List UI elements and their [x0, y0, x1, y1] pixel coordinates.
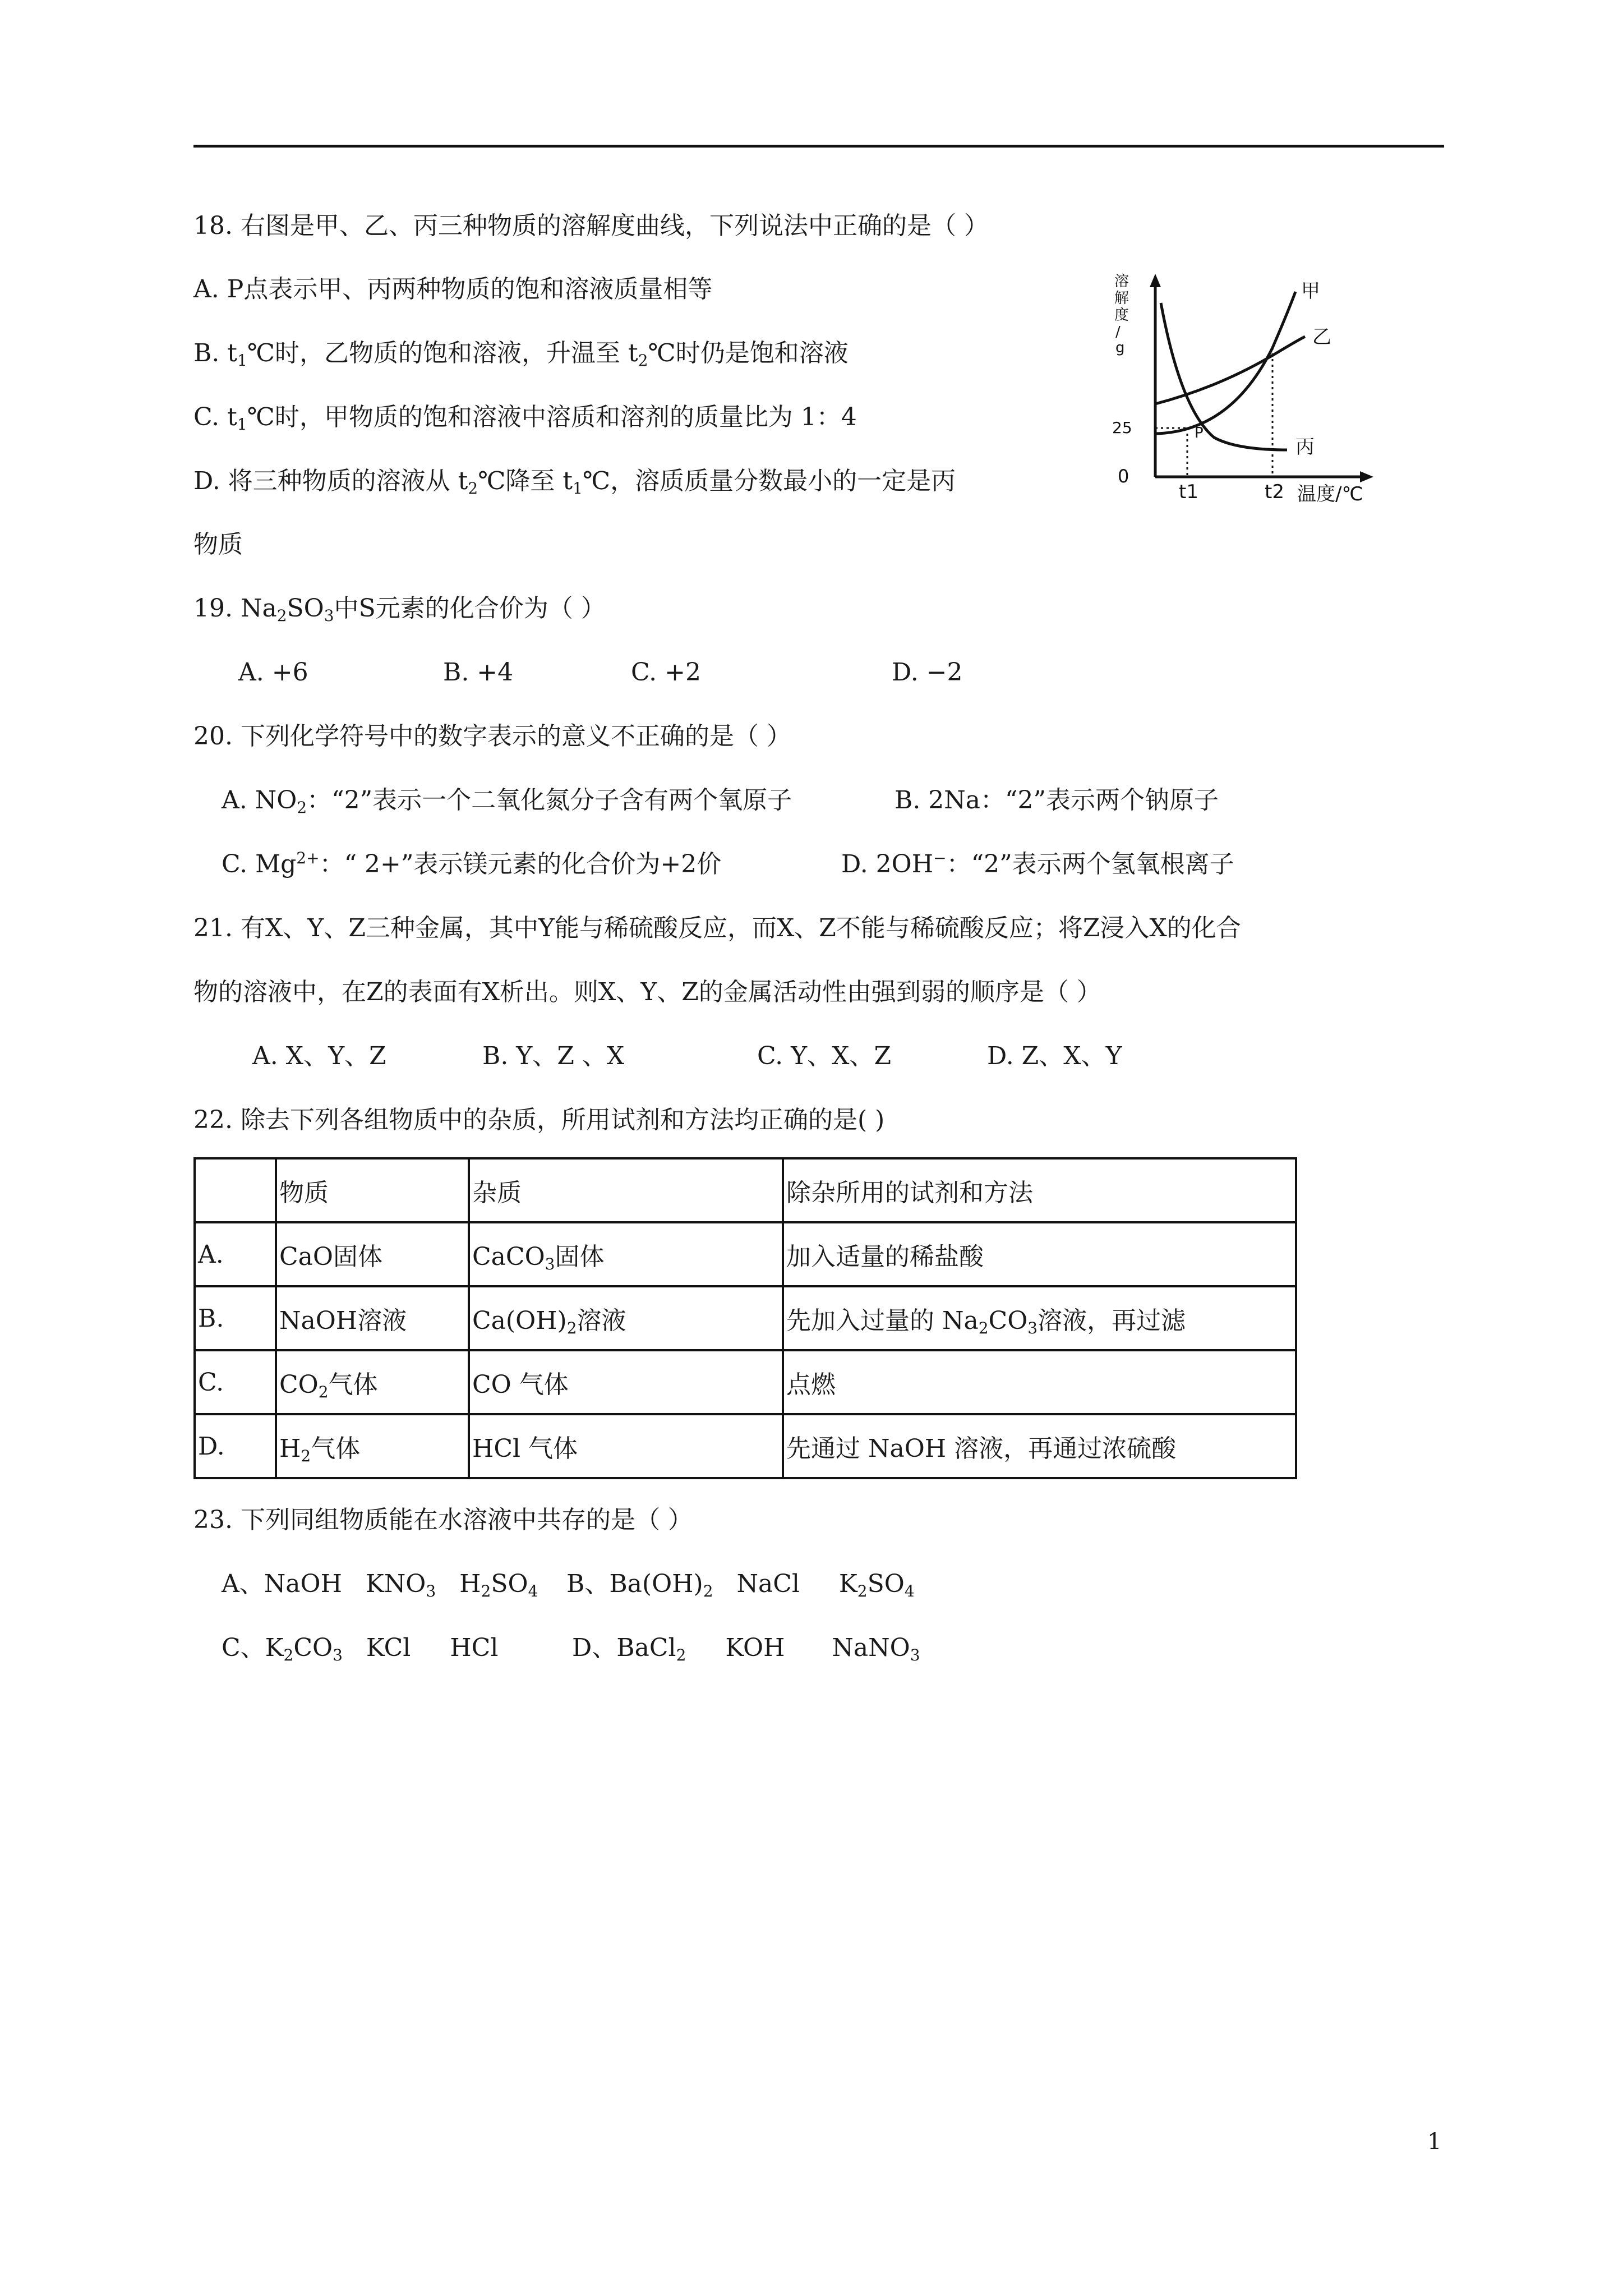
x-axis-arrow — [1360, 471, 1373, 482]
series-curve-jia — [1155, 292, 1295, 434]
table-cell-option: B. — [195, 1286, 276, 1350]
table-cell-impurity: CO 气体 — [469, 1350, 783, 1414]
table-header-row — [195, 1158, 1296, 1222]
y-label-char-4: / — [1115, 324, 1121, 341]
x-tick-t1: t1 — [1179, 481, 1198, 503]
table-row — [195, 1350, 1296, 1414]
q18-option-a: A. P点表示甲、丙两种物质的饱和溶液质量相等 — [193, 275, 713, 303]
table-cell-substance: NaOH溶液 — [276, 1286, 469, 1350]
q18-option-b: B. $t_1℃$时，乙物质的饱和溶液，升温至 $t_2℃$时仍是饱和溶液 — [193, 339, 849, 370]
table-cell-impurity: CaCO$_3$固体 — [469, 1222, 783, 1286]
q21-option-c: C. Y、X、Z — [757, 1042, 892, 1070]
header-rule — [193, 145, 1444, 148]
q18-option-c: C. $t_1℃$时，甲物质的饱和溶液中溶质和溶剂的质量比为 1：4 — [193, 403, 857, 434]
series-label-yi: 乙 — [1312, 326, 1331, 348]
q18-option-d: D. 将三种物质的溶液从 $t_2℃$降至 $t_1℃$，溶质质量分数最小的一定是丙 — [193, 467, 956, 498]
q20-option-d: D. 2OH−：“2”表示两个氢氧根离子 — [841, 849, 1234, 878]
table-header-cell: 除杂所用的试剂和方法 — [783, 1158, 1296, 1222]
table-cell-option: A. — [195, 1222, 276, 1286]
q21-option-b: B. Y、Z 、X — [482, 1042, 625, 1070]
y-label-char-2: 解 — [1114, 290, 1129, 307]
q23-option-c: C、$K_2CO_3$ KCl HCl — [222, 1634, 499, 1664]
table-cell-option: D. — [195, 1414, 276, 1478]
q23-option-a: A、NaOH $KNO_3$ $H_2SO_4$ — [222, 1570, 538, 1600]
q18-stem: 18. 右图是甲、乙、丙三种物质的溶解度曲线，下列说法中正确的是（ ） — [193, 211, 989, 240]
table-cell-substance: CaO固体 — [276, 1222, 469, 1286]
q20-stem: 20. 下列化学符号中的数字表示的意义不正确的是（ ） — [193, 722, 791, 751]
solubility-curve-chart — [1102, 269, 1416, 516]
table-cell-method: 先加入过量的 $Na_2CO_3$溶液，再过滤 — [783, 1286, 1296, 1350]
q23-option-d: D、BaCl$_2$ KOH NaNO$_3$ — [572, 1634, 920, 1664]
q19-option-d: D. −2 — [892, 658, 963, 687]
table-row — [195, 1414, 1296, 1478]
table-cell-method: 点燃 — [783, 1350, 1296, 1414]
table-row — [195, 1222, 1296, 1286]
table-header-cell: 物质 — [276, 1158, 469, 1222]
q22-stem: 22. 除去下列各组物质中的杂质，所用试剂和方法均正确的是( ) — [193, 1106, 885, 1134]
q22-table — [193, 1157, 1297, 1479]
q20-option-a: A. $NO_2$：“2”表示一个二氧化氮分子含有两个氧原子 — [222, 786, 792, 817]
page-number: 1 — [1427, 2129, 1442, 2155]
q19-option-b: B. +4 — [443, 658, 514, 687]
series-label-jia: 甲 — [1301, 280, 1320, 302]
origin-label: 0 — [1118, 466, 1129, 487]
table-cell-impurity: HCl 气体 — [469, 1414, 783, 1478]
x-axis-label: 温度/℃ — [1297, 483, 1363, 505]
y-label-char-1: 溶 — [1114, 273, 1129, 290]
q21-option-a: A. X、Y、Z — [252, 1042, 386, 1070]
table-cell-substance: $H_2$气体 — [276, 1414, 469, 1478]
y-label-char-3: 度 — [1114, 307, 1129, 324]
q20-option-c: C. $Mg^{2+}$：“ 2+”表示镁元素的化合价为+2价 — [222, 849, 722, 878]
table-row — [195, 1286, 1296, 1350]
series-label-bing: 丙 — [1295, 436, 1315, 458]
q21-stem-line-1: 21. 有X、Y、Z三种金属，其中Y能与稀硫酸反应，而X、Z不能与稀硫酸反应；将Z浸入X的化合 — [193, 914, 1241, 942]
q21-option-d: D. Z、X、Y — [987, 1042, 1122, 1070]
table-cell-impurity: $Ca(OH)_2$溶液 — [469, 1286, 783, 1350]
table-cell-option: C. — [195, 1350, 276, 1414]
y-tick-label: 25 — [1112, 418, 1132, 437]
q19-option-a: A. +6 — [238, 658, 308, 687]
q20-option-b: B. 2Na：“2”表示两个钠原子 — [895, 786, 1219, 815]
table-cell-method: 加入适量的稀盐酸 — [783, 1222, 1296, 1286]
table-cell-substance: $CO_2$气体 — [276, 1350, 469, 1414]
table-header-cell: 杂质 — [469, 1158, 783, 1222]
q23-option-b: B、$Ba(OH)_2$ NaCl $K_2SO_4$ — [566, 1570, 915, 1600]
table-cell-method: 先通过 NaOH 溶液，再通过浓硫酸 — [783, 1414, 1296, 1478]
q18-option-d-continued: 物质 — [193, 530, 243, 559]
table-header-cell — [195, 1158, 276, 1222]
q19-stem: 19. $Na_2SO_3$中S元素的化合价为（ ） — [193, 594, 606, 625]
q19-option-c: C. +2 — [631, 658, 701, 687]
q23-stem: 23. 下列同组物质能在水溶液中共存的是（ ） — [193, 1506, 693, 1534]
x-tick-t2: t2 — [1265, 481, 1284, 503]
q21-stem-line-2: 物的溶液中，在Z的表面有X析出。则X、Y、Z的金属活动性由强到弱的顺序是（ ） — [193, 978, 1101, 1006]
y-axis-arrow — [1150, 274, 1161, 287]
y-label-char-5: g — [1115, 339, 1125, 356]
point-p-label: P — [1195, 425, 1204, 441]
